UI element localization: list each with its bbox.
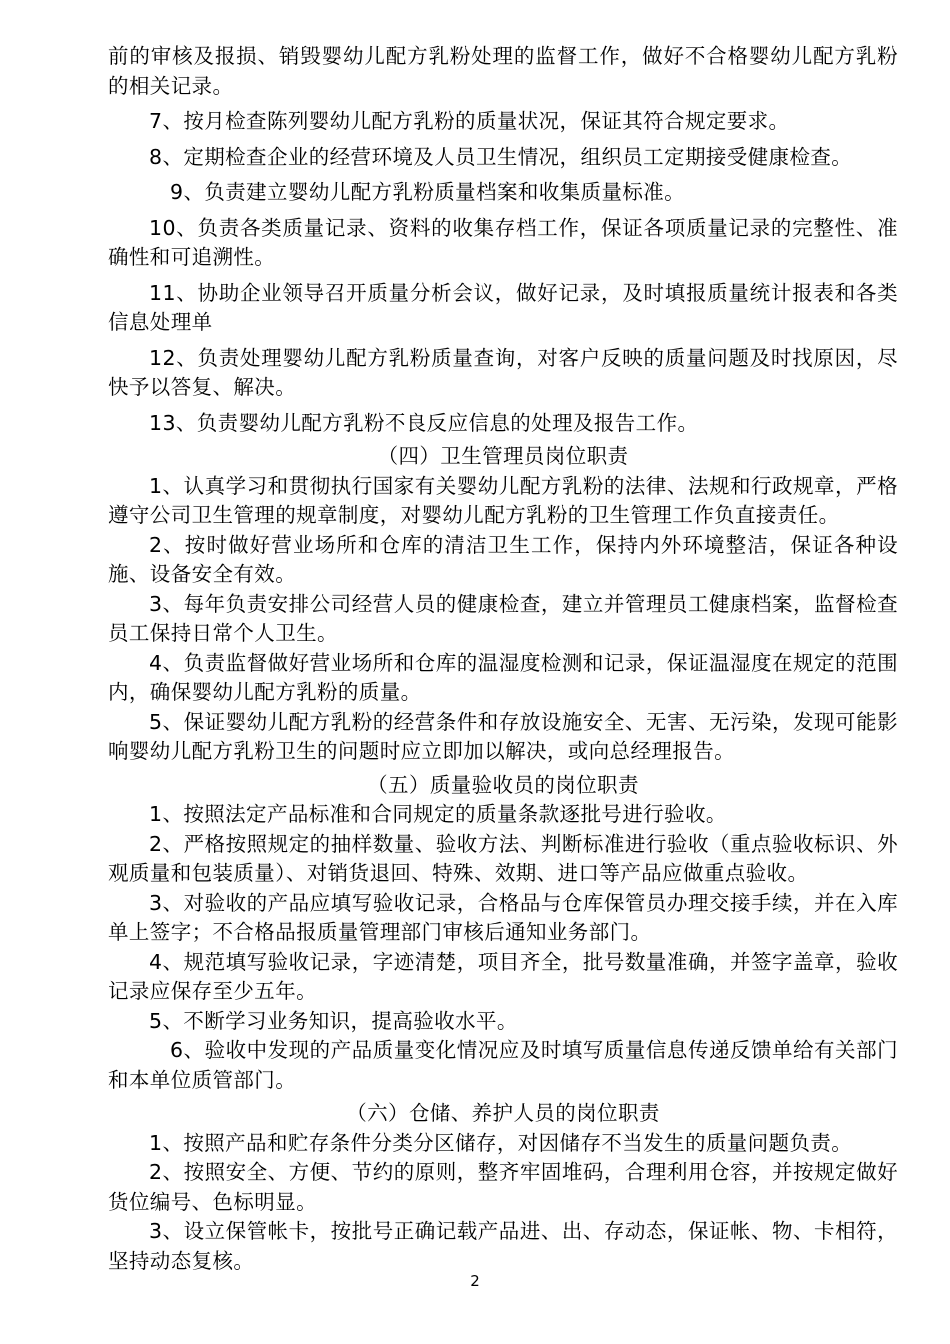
paragraph: 2、严格按照规定的抽样数量、验收方法、判断标准进行验收（重点验收标识、外观质量和包装质量）、对销货退回、特殊、效期、进口等产品应做重点验收。: [108, 831, 898, 885]
paragraph: 2、按照安全、方便、节约的原则，整齐牢固堆码，合理利用仓容，并按规定做好货位编号、色标明显。: [108, 1160, 898, 1214]
paragraph: 4、规范填写验收记录，字迹清楚，项目齐全，批号数量准确，并签字盖章，验收记录应保存至少五年。: [108, 949, 898, 1003]
paragraph: 1、认真学习和贯彻执行国家有关婴幼儿配方乳粉的法律、法规和行政规章，严格遵守公司卫生管理的规章制度，对婴幼儿配方乳粉的卫生管理工作负直接责任。: [108, 473, 898, 527]
section-heading: （四）卫生管理员岗位职责: [377, 444, 629, 468]
paragraph: 13、负责婴幼儿配方乳粉不良反应信息的处理及报告工作。: [149, 410, 699, 435]
paragraph: 3、每年负责安排公司经营人员的健康检查，建立并管理员工健康档案，监督检查员工保持日常个人卫生。: [108, 591, 898, 645]
section-heading: （五）质量验收员的岗位职责: [367, 772, 639, 797]
paragraph: 6、验收中发现的产品质量变化情况应及时填写质量信息传递反馈单给有关部门和本单位质管部门。: [108, 1038, 898, 1092]
paragraph: 3、设立保管帐卡，按批号正确记载产品进、出、存动态，保证帐、物、卡相符，坚持动态复核。: [108, 1219, 898, 1273]
page-number: 2: [470, 1272, 480, 1290]
paragraph: 1、按照法定产品标准和合同规定的质量条款逐批号进行验收。: [149, 802, 727, 826]
paragraph: 9、负责建立婴幼儿配方乳粉质量档案和收集质量标准。: [170, 180, 686, 204]
document-body: [108, 42, 898, 1276]
paragraph: 1、按照产品和贮存条件分类分区储存，对因储存不当发生的质量问题负责。: [149, 1130, 853, 1155]
paragraph: 12、负责处理婴幼儿配方乳粉质量查询，对客户反映的质量问题及时找原因，尽快予以答复、解决。: [108, 345, 898, 399]
paragraph: 4、负责监督做好营业场所和仓库的温湿度检测和记录，保证温湿度在规定的范围内，确保婴幼儿配方乳粉的质量。: [108, 650, 898, 704]
paragraph: 5、不断学习业务知识，提高验收水平。: [149, 1008, 518, 1033]
paragraph: 11、协助企业领导召开质量分析会议，做好记录，及时填报质量统计报表和各类信息处理单: [108, 280, 898, 334]
paragraph: 2、按时做好营业场所和仓库的清洁卫生工作，保持内外环境整洁，保证各种设施、设备安全有效。: [108, 532, 898, 586]
paragraph: 3、对验收的产品应填写验收记录，合格品与仓库保管员办理交接手续，并在入库单上签字；不合格品报质量管理部门审核后通知业务部门。: [108, 890, 898, 944]
paragraph: 前的审核及报损、销毁婴幼儿配方乳粉处理的监督工作，做好不合格婴幼儿配方乳粉的相关记录。: [108, 44, 898, 98]
paragraph: 8、定期检查企业的经营环境及人员卫生情况，组织员工定期接受健康检查。: [149, 144, 853, 169]
paragraph: 7、按月检查陈列婴幼儿配方乳粉的质量状况，保证其符合规定要求。: [149, 109, 790, 133]
paragraph: 5、保证婴幼儿配方乳粉的经营条件和存放设施安全、无害、无污染，发现可能影响婴幼儿配方乳粉卫生的问题时应立即加以解决，或向总经理报告。: [108, 709, 898, 763]
paragraph: 10、负责各类质量记录、资料的收集存档工作，保证各项质量记录的完整性、准确性和可追溯性。: [108, 215, 898, 269]
section-heading: （六）仓储、养护人员的岗位职责: [346, 1101, 660, 1125]
